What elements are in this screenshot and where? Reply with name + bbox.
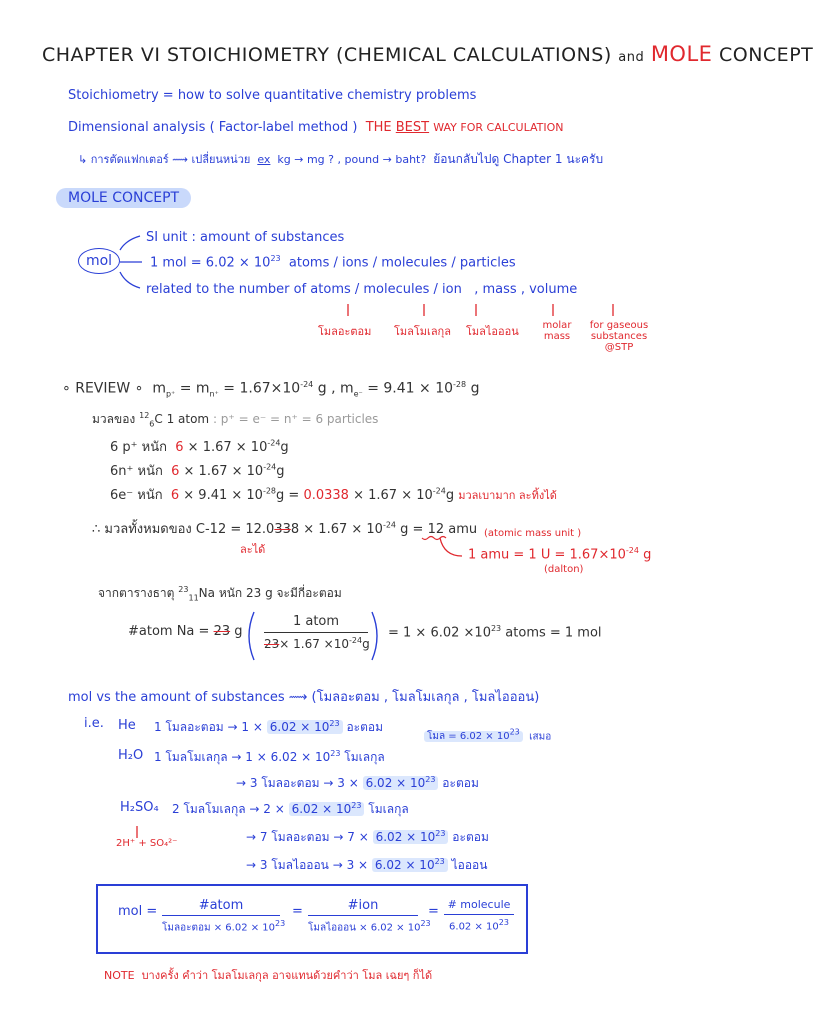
mol-circle: mol — [78, 248, 120, 274]
label-mol-atom: โมลอะตอม — [318, 325, 372, 338]
h2so4-line2: → 7 โมลอะตอม → $7 \times 6.02 \times 10^{23}$ อะตอม — [246, 829, 489, 844]
mol-avogadro-note: โมล = $6.02 \times 10^{23}$ เสมอ — [424, 728, 551, 744]
label-gaseous: for gaseous substances @STP — [589, 320, 649, 353]
review-row: 6e⁻ หนัก $6 \times 9.41 \times 10^{-28}g = 0.0338 \times 1.67 \times 10^{-24}g$ มวลเบามาก ละทิ้งได้ — [110, 486, 557, 503]
label-molar-mass: molar mass — [542, 320, 572, 342]
lakai-note: ละได้ — [240, 543, 266, 556]
h2so4-ions: 2H⁺ + SO₄²⁻ — [116, 838, 178, 849]
formula-mol: mol = — [118, 904, 158, 919]
c12-line: มวลของ $^{12}_6$C 1 atom : p⁺ = e⁻ = n⁺ = 6 particles — [92, 411, 379, 429]
na-rhs: = $1 \times 6.02 \times 10^{23}$ atoms = 1 mol — [388, 624, 602, 641]
na-question: จากตารางธาตุ $^{23}_{11}$Na หนัก 23 g จะมีกี่อะตอม — [98, 585, 342, 603]
h2so4-line3: → 3 โมลไอออน → $3 \times 6.02 \times 10^{23}$ ไอออน — [246, 857, 488, 872]
label-mol-molecule: โมลโมเลกุล — [394, 325, 451, 338]
factor-label-note: ↳ การตัดแฟกเตอร์ ⟿ เปลี่ยนหน่วย ex kg → mg ? , pound → baht? ย้อนกลับไปดู Chapter 1 นะครับ — [78, 152, 604, 166]
review-line: ∘ REVIEW ∘ $m_{p^+} = m_{n^+} = 1.67\times 10^{-24}$ g , $m_{e^-} = 9.41 \times 10^{-28}$ g — [62, 380, 480, 399]
formula-eq: = — [292, 904, 303, 919]
h2so4-line1: 2 โมลโมเลกุล → $2 \times 6.02 \times 10^{23}$ โมเลกุล — [172, 801, 409, 816]
label-mol-ion: โมลไอออน — [466, 325, 519, 338]
mol-vs-heading: mol vs the amount of substances ⟿ (โมลอะตอม , โมลโมเลกุล , โมลไอออน) — [68, 690, 540, 705]
amu-full: (atomic mass unit ) — [484, 528, 582, 539]
si-unit: SI unit : amount of substances — [146, 230, 345, 245]
review-row: 6n⁺ หนัก $6 \times 1.67 \times 10^{-24}g$ — [110, 462, 285, 479]
na-fraction: 1 atom $23\times 1.67 \times 10^{-24}g$ — [264, 614, 370, 651]
h2o-line: 1 โมลโมเลกุล → $1 \times 6.02 \times 10^{23}$ โมเลกุล — [154, 749, 385, 764]
note: NOTE บางครั้ง คำว่า โมลโมเลกุล อาจแทนด้วยคำว่า โมล เฉยๆ ก็ได้ — [104, 969, 433, 982]
formula-eq: = — [428, 904, 439, 919]
he-line: 1 โมลอะตอม → $1 \times 6.02 \times 10^{23}$ อะตอม — [154, 719, 383, 734]
amu-equation: 1 amu = 1 $U = 1.67\times 10^{-24}$ g — [468, 546, 652, 563]
stoichiometry-definition: Stoichiometry = how to solve quantitative chemistry problems — [68, 88, 477, 103]
page-title: CHAPTER VI STOICHIOMETRY (CHEMICAL CALCULATIONS) and MOLE CONCEPT — [42, 42, 813, 66]
h2o-label: H₂O — [118, 748, 144, 763]
dimensional-analysis: Dimensional analysis ( Factor-label method ) THE BEST WAY FOR CALCULATION — [68, 120, 564, 135]
mole-concept-heading: MOLE CONCEPT — [56, 188, 191, 208]
he-label: He — [118, 718, 136, 733]
h2o-line2: → 3 โมลอะตอม → $3 \times 6.02 \times 10^{23}$ อะตอม — [236, 775, 479, 790]
formula-atom-fraction: #atom โมลอะตอม × $6.02 \times 10^{23}$ — [162, 898, 286, 934]
review-row: 6 p⁺ หนัก $6 \times 1.67 \times 10^{-24}g$ — [110, 438, 289, 455]
dalton: (dalton) — [544, 564, 584, 575]
formula-ion-fraction: #ion โมลไอออน × $6.02 \times 10^{23}$ — [308, 898, 431, 934]
one-mol: 1 mol = $6.02 \times 10^{23}$ atoms / ions / molecules / particles — [150, 254, 516, 271]
c12-total: ∴ มวลทั้งหมดของ $C-12 = 12.0338 \times 1.67 \times 10^{-24}$ g = 12 amu — [92, 520, 478, 537]
formula-molecule-fraction: # molecule $6.02 \times 10^{23}$ — [444, 898, 514, 932]
h2so4-label: H₂SO₄ — [120, 800, 159, 815]
na-lhs: #atom Na = 23 g — [128, 624, 243, 639]
related-to: related to the number of atoms / molecules / ion , mass , volume — [146, 282, 578, 297]
ie-label: i.e. — [84, 716, 104, 731]
